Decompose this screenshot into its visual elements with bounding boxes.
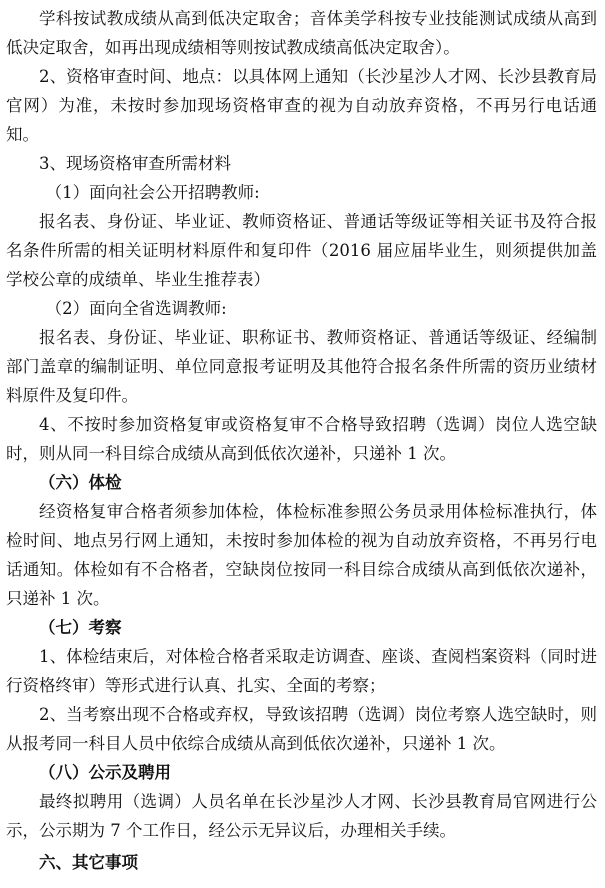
heading-publicity-employment: （八）公示及聘用 (39, 763, 171, 782)
paragraph-physical-exam: 经资格复审合格者须参加体检，体检标准参照公务员录用体检标准执行，体检时间、地点另行网上通知，未按时参加体检的视为自动放弃资格，不再另行电话通知。体检如有不合格者，空缺岗位按同一科目综合成绩从高到低依次递补，只递补 1 次。 (6, 502, 597, 608)
paragraph-province-transfer-subtitle: （2）面向全省选调教师: (45, 299, 227, 318)
paragraph-publicity-employment: 最终拟聘用（选调）人员名单在长沙星沙人才网、长沙县教育局官网进行公示，公示期为 7 个工作日，经公示无异议后，办理相关手续。 (6, 792, 597, 840)
paragraph-selection-rule: 学科按试教成绩从高到低决定取舍；音体美学科按专业技能测试成绩从高到低决定取舍，如再出现成绩相等则按试教成绩高低决定取舍）。 (6, 9, 597, 57)
heading-physical-exam: （六）体检 (39, 473, 122, 492)
heading-other-matters: 六、其它事项 (39, 853, 138, 872)
paragraph-vacancy-replacement: 4、不按时参加资格复审或资格复审不合格导致招聘（选调）岗位人选空缺时，则从同一科目综合成绩从高到低依次递补，只递补 1 次。 (6, 415, 597, 463)
paragraph-public-recruit-subtitle: （1）面向社会公开招聘教师: (45, 183, 260, 202)
paragraph-inspection-2: 2、当考察出现不合格或弃权，导致该招聘（选调）岗位考察人选空缺时，则从报考同一科目人员中依综合成绩从高到低依次递补，只递补 1 次。 (6, 705, 597, 753)
paragraph-review-time-place: 2、资格审查时间、地点：以具体网上通知（长沙星沙人才网、长沙县教育局官网）为准，未按时参加现场资格审查的视为自动放弃资格，不再另行电话通知。 (6, 67, 597, 144)
heading-inspection: （七）考察 (39, 618, 122, 637)
paragraph-public-recruit-materials: 报名表、身份证、毕业证、教师资格证、普通话等级证等相关证书及符合报名条件所需的相关证明材料原件和复印件（2016 届应届毕业生，则须提供加盖学校公章的成绩单、毕业生推荐表） (6, 212, 597, 289)
paragraph-required-materials-title: 3、现场资格审查所需材料 (39, 154, 231, 173)
paragraph-province-transfer-materials: 报名表、身份证、毕业证、职称证书、教师资格证、普通话等级证、经编制部门盖章的编制证明、单位同意报考证明及其他符合报名条件所需的资历业绩材料原件及复印件。 (6, 328, 597, 405)
paragraph-inspection-1: 1、体检结束后，对体检合格者采取走访调查、座谈、查阅档案资料（同时进行资格终审）等形式进行认真、扎实、全面的考察； (6, 647, 597, 695)
